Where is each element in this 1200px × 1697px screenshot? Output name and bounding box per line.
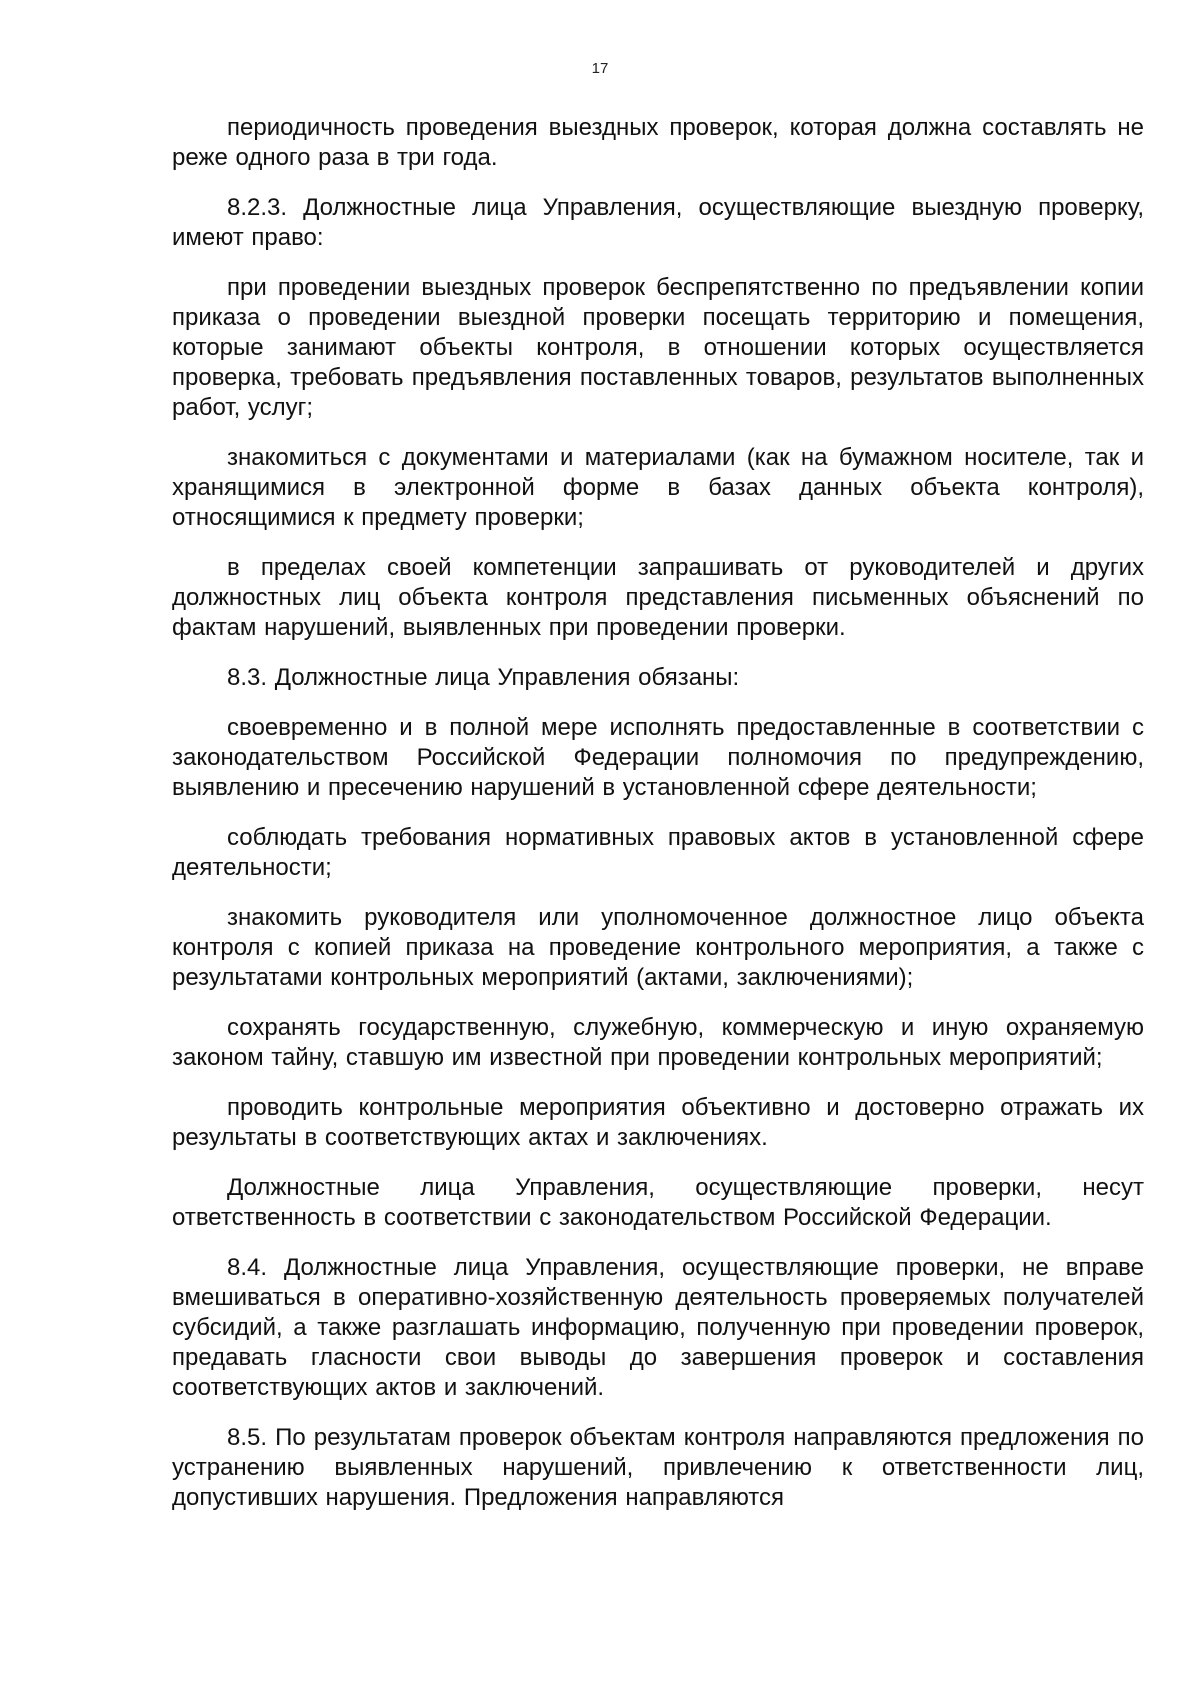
paragraph-right-request: в пределах своей компетенции запрашивать от руководителей и других должностных лиц объекта контроля представления письменных объяснений по фактам нарушений, выявленных при проведении проверки. [172,554,1144,641]
page-number: 17 [591,60,609,77]
paragraph-duty-comply: соблюдать требования нормативных правовых актов в установленной сфере деятельности; [172,824,1144,881]
paragraph-8-5: 8.5. По результатам проверок объектам контроля направляются предложения по устранению выявленных нарушений, привлечению к ответственности лиц, допустивших нарушения. Предложения направляются [172,1424,1144,1511]
paragraph-right-documents: знакомиться с документами и материалами (как на бумажном носителе, так и хранящимися в электронной форме в базах данных объекта контроля), относящимися к предмету проверки; [172,444,1144,531]
paragraph-8-3: 8.3. Должностные лица Управления обязаны: [227,664,740,691]
paragraph-responsibility: Должностные лица Управления, осуществляющие проверки, несут ответственность в соответствии с законодательством Российской Федерации. [172,1174,1144,1231]
paragraph-8-4: 8.4. Должностные лица Управления, осуществляющие проверки, не вправе вмешиваться в оперативно-хозяйственную деятельность проверяемых получателей субсидий, а также разглашать информацию, полученную при проведении проверок, предавать гласности свои выводы до завершения проверок и составления соответствующих актов и заключений. [172,1254,1144,1401]
paragraph-duty-inform: знакомить руководителя или уполномоченное должностное лицо объекта контроля с копией приказа на проведение контрольного мероприятия, а также с результатами контрольных мероприятий (актами, заключениями); [172,904,1144,991]
paragraph-continuation: периодичность проведения выездных проверок, которая должна составлять не реже одного раза в три года. [172,114,1144,171]
paragraph-duty-objective: проводить контрольные мероприятия объективно и достоверно отражать их результаты в соответствующих актах и заключениях. [172,1094,1144,1151]
paragraph-duty-execute: своевременно и в полной мере исполнять предоставленные в соответствии с законодательством Российской Федерации полномочия по предупреждению, выявлению и пресечению нарушений в установленной сфере деятельности; [172,714,1144,801]
paragraph-right-visit: при проведении выездных проверок беспрепятственно по предъявлении копии приказа о проведении выездной проверки посещать территорию и помещения, которые занимают объекты контроля, в отношении которых осуществляется проверка, требовать предъявления поставленных товаров, результатов выполненных работ, услуг; [172,274,1144,421]
document-body [172,113,1144,1513]
paragraph-duty-secrecy: сохранять государственную, служебную, коммерческую и иную охраняемую законом тайну, ставшую им известной при проведении контрольных мероприятий; [172,1014,1144,1071]
paragraph-8-2-3: 8.2.3. Должностные лица Управления, осуществляющие выездную проверку, имеют право: [172,194,1144,251]
